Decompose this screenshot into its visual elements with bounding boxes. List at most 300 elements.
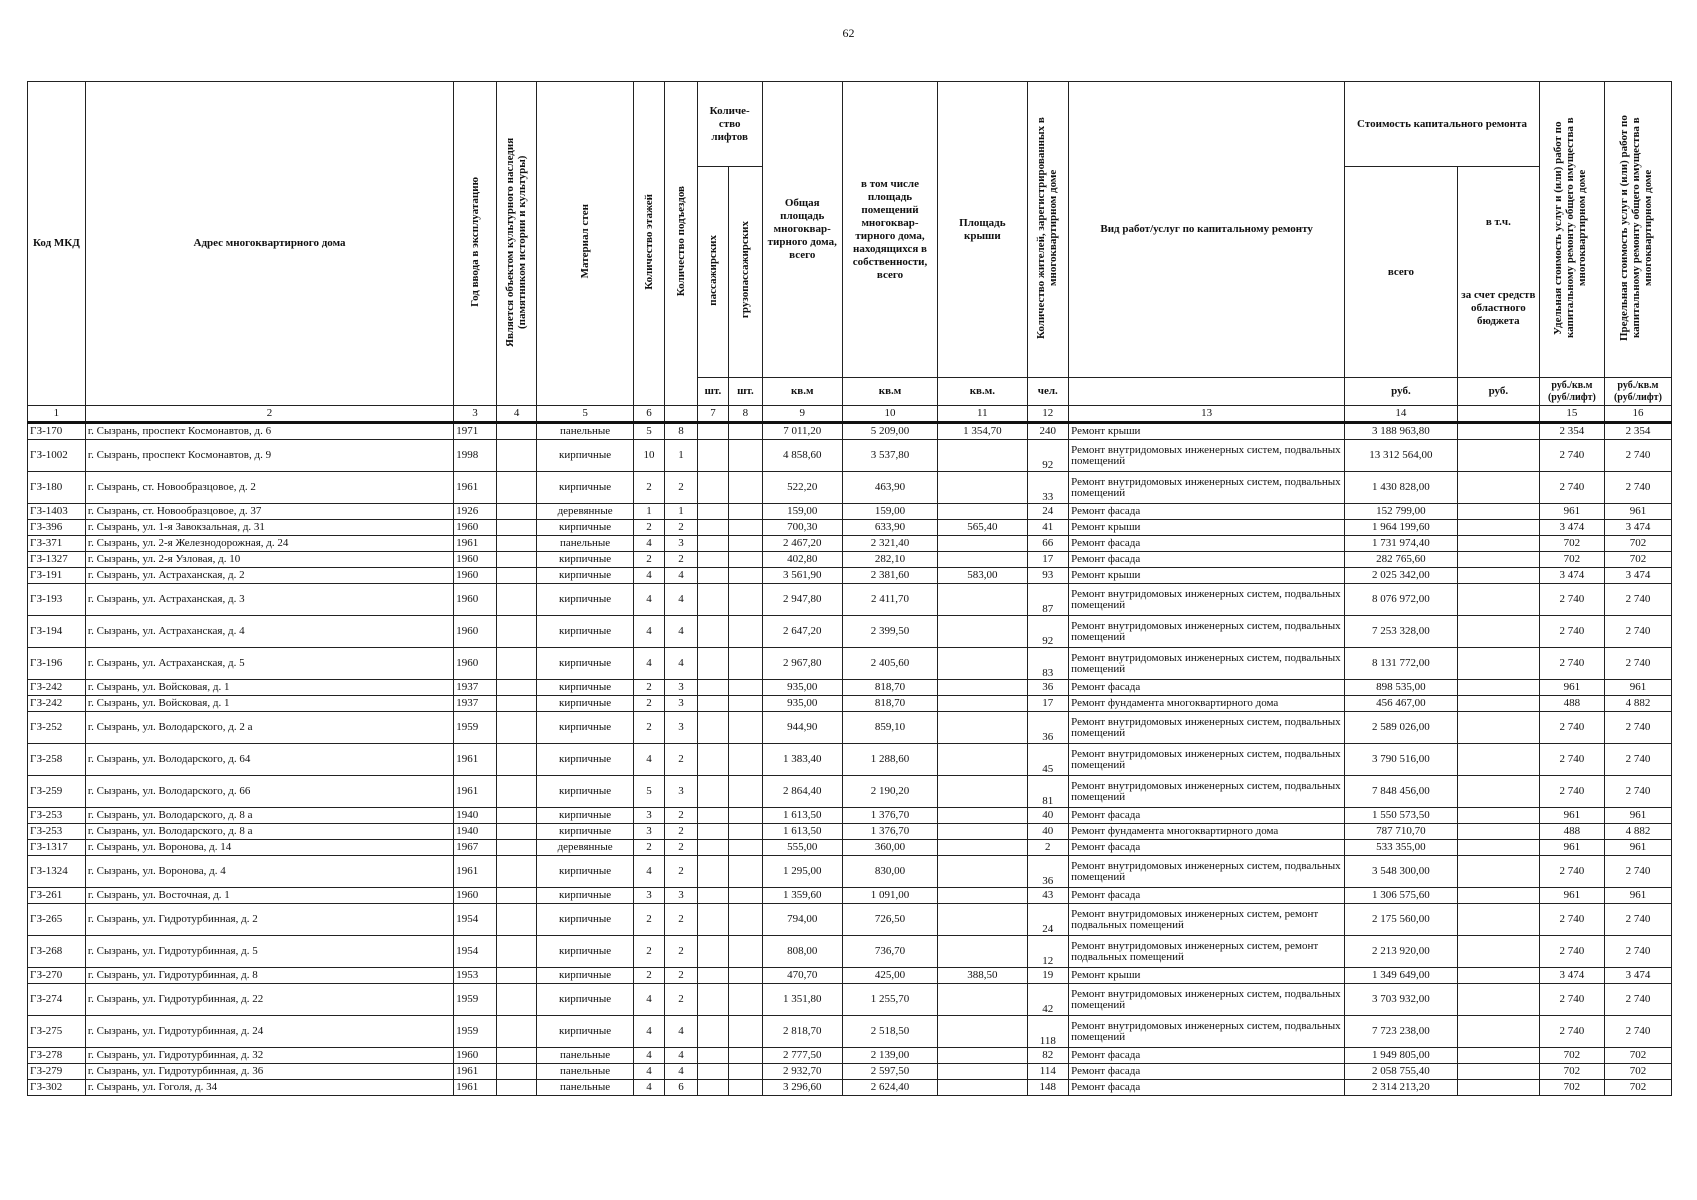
cell-address: г. Сызрань, ул. Войсковая, д. 1 xyxy=(85,680,453,696)
cell-year: 1959 xyxy=(454,984,497,1016)
cell-residents: 81 xyxy=(1027,776,1069,808)
cell-max-cost: 2 740 xyxy=(1604,744,1671,776)
cell-lifts-passenger xyxy=(697,552,728,568)
cell-cost-regional xyxy=(1457,1048,1539,1064)
cell-owned-area: 2 321,40 xyxy=(842,536,937,552)
cell-walls: кирпичные xyxy=(537,680,633,696)
cell-work-type: Ремонт фасада xyxy=(1069,1048,1345,1064)
cell-floors: 2 xyxy=(633,904,664,936)
cell-residents: 42 xyxy=(1027,984,1069,1016)
cell-work-type: Ремонт крыши xyxy=(1069,520,1345,536)
cell-work-type: Ремонт фасада xyxy=(1069,552,1345,568)
cell-roof-area xyxy=(938,584,1027,616)
cell-year: 1954 xyxy=(454,936,497,968)
cell-lifts-cargo xyxy=(729,680,762,696)
cell-walls: кирпичные xyxy=(537,936,633,968)
cell-unit-cost: 961 xyxy=(1539,808,1604,824)
cell-address: г. Сызрань, ул. Володарского, д. 8 а xyxy=(85,808,453,824)
table-row xyxy=(28,776,1672,808)
cell-roof-area xyxy=(938,936,1027,968)
cell-cost-total: 1 349 649,00 xyxy=(1345,968,1458,984)
cell-residents: 66 xyxy=(1027,536,1069,552)
cell-floors: 4 xyxy=(633,984,664,1016)
column-number: 8 xyxy=(729,406,762,423)
cell-heritage xyxy=(496,1064,537,1080)
cell-heritage xyxy=(496,552,537,568)
cell-owned-area: 2 597,50 xyxy=(842,1064,937,1080)
cell-entrances: 4 xyxy=(665,568,697,584)
header-cost-regional xyxy=(1457,167,1539,378)
unit-roof-area: кв.м. xyxy=(938,378,1027,406)
cell-cost-regional xyxy=(1457,808,1539,824)
cell-owned-area: 2 190,20 xyxy=(842,776,937,808)
cell-roof-area xyxy=(938,984,1027,1016)
cell-address: г. Сызрань, проспект Космонавтов, д. 9 xyxy=(85,440,453,472)
cell-floors: 4 xyxy=(633,1080,664,1096)
cell-walls: кирпичные xyxy=(537,808,633,824)
cell-address: г. Сызрань, ул. Астраханская, д. 3 xyxy=(85,584,453,616)
cell-max-cost: 3 474 xyxy=(1604,568,1671,584)
cell-entrances: 8 xyxy=(665,423,697,440)
cell-address: г. Сызрань, ул. Володарского, д. 8 а xyxy=(85,824,453,840)
cell-lifts-passenger xyxy=(697,712,728,744)
cell-walls: панельные xyxy=(537,423,633,440)
column-number xyxy=(665,406,697,423)
header-total-area: Общая площадь многоквар- тирного дома, всего xyxy=(762,82,842,378)
cell-residents: 93 xyxy=(1027,568,1069,584)
cell-owned-area: 425,00 xyxy=(842,968,937,984)
cell-cost-total: 282 765,60 xyxy=(1345,552,1458,568)
cell-floors: 2 xyxy=(633,696,664,712)
cell-floors: 4 xyxy=(633,616,664,648)
cell-unit-cost: 2 740 xyxy=(1539,1016,1604,1048)
cell-total-area: 944,90 xyxy=(762,712,842,744)
cell-lifts-cargo xyxy=(729,472,762,504)
cell-floors: 4 xyxy=(633,536,664,552)
cell-lifts-passenger xyxy=(697,568,728,584)
cell-max-cost: 702 xyxy=(1604,1080,1671,1096)
cell-owned-area: 2 624,40 xyxy=(842,1080,937,1096)
cell-walls: кирпичные xyxy=(537,824,633,840)
cell-lifts-passenger xyxy=(697,984,728,1016)
cell-code: ГЗ-302 xyxy=(28,1080,86,1096)
cell-heritage xyxy=(496,568,537,584)
cell-entrances: 3 xyxy=(665,696,697,712)
cell-address: г. Сызрань, ул. 2-я Узловая, д. 10 xyxy=(85,552,453,568)
cell-cost-regional xyxy=(1457,504,1539,520)
cell-work-type: Ремонт внутридомовых инженерных систем, подвальных помещений xyxy=(1069,440,1345,472)
cell-owned-area: 1 376,70 xyxy=(842,808,937,824)
table-row xyxy=(28,472,1672,504)
cell-entrances: 4 xyxy=(665,584,697,616)
unit-lifts-cargo: шт. xyxy=(729,378,762,406)
column-number: 14 xyxy=(1345,406,1458,423)
header-cost-incl: в т.ч. xyxy=(1485,216,1511,228)
cell-max-cost: 2 740 xyxy=(1604,712,1671,744)
cell-max-cost: 2 740 xyxy=(1604,936,1671,968)
cell-total-area: 808,00 xyxy=(762,936,842,968)
cell-work-type: Ремонт внутридомовых инженерных систем, подвальных помещений xyxy=(1069,1016,1345,1048)
column-number: 9 xyxy=(762,406,842,423)
cell-residents: 240 xyxy=(1027,423,1069,440)
cell-cost-regional xyxy=(1457,984,1539,1016)
cell-lifts-cargo xyxy=(729,616,762,648)
cell-year: 1937 xyxy=(454,696,497,712)
cell-roof-area xyxy=(938,552,1027,568)
header-lifts-passenger: пассажирских xyxy=(697,167,728,378)
cell-entrances: 2 xyxy=(665,984,697,1016)
cell-code: ГЗ-170 xyxy=(28,423,86,440)
cell-floors: 2 xyxy=(633,840,664,856)
cell-work-type: Ремонт фасада xyxy=(1069,680,1345,696)
column-number: 12 xyxy=(1027,406,1069,423)
cell-residents: 36 xyxy=(1027,712,1069,744)
column-number: 13 xyxy=(1069,406,1345,423)
cell-unit-cost: 2 740 xyxy=(1539,440,1604,472)
cell-residents: 24 xyxy=(1027,904,1069,936)
cell-work-type: Ремонт фундамента многоквартирного дома xyxy=(1069,824,1345,840)
cell-address: г. Сызрань, ст. Новообразцовое, д. 37 xyxy=(85,504,453,520)
cell-cost-regional xyxy=(1457,440,1539,472)
table-row xyxy=(28,888,1672,904)
cell-roof-area xyxy=(938,824,1027,840)
cell-work-type: Ремонт внутридомовых инженерных систем, подвальных помещений xyxy=(1069,744,1345,776)
unit-cost-total: руб. xyxy=(1345,378,1458,406)
table-row xyxy=(28,808,1672,824)
cell-max-cost: 4 882 xyxy=(1604,696,1671,712)
cell-cost-regional xyxy=(1457,840,1539,856)
cell-walls: кирпичные xyxy=(537,776,633,808)
cell-cost-total: 1 964 199,60 xyxy=(1345,520,1458,536)
cell-total-area: 700,30 xyxy=(762,520,842,536)
cell-cost-regional xyxy=(1457,904,1539,936)
cell-floors: 10 xyxy=(633,440,664,472)
cell-walls: панельные xyxy=(537,1064,633,1080)
cell-unit-cost: 961 xyxy=(1539,840,1604,856)
cell-owned-area: 1 288,60 xyxy=(842,744,937,776)
cell-lifts-cargo xyxy=(729,696,762,712)
cell-floors: 2 xyxy=(633,936,664,968)
cell-roof-area xyxy=(938,680,1027,696)
cell-residents: 118 xyxy=(1027,1016,1069,1048)
cell-address: г. Сызрань, ул. Гидротурбинная, д. 5 xyxy=(85,936,453,968)
cell-entrances: 1 xyxy=(665,504,697,520)
cell-year: 1961 xyxy=(454,472,497,504)
cell-lifts-passenger xyxy=(697,808,728,824)
cell-unit-cost: 2 740 xyxy=(1539,648,1604,680)
cell-year: 1960 xyxy=(454,1048,497,1064)
cell-code: ГЗ-1317 xyxy=(28,840,86,856)
cell-cost-regional xyxy=(1457,712,1539,744)
cell-total-area: 402,80 xyxy=(762,552,842,568)
cell-lifts-cargo xyxy=(729,648,762,680)
cell-code: ГЗ-371 xyxy=(28,536,86,552)
cell-total-area: 1 351,80 xyxy=(762,984,842,1016)
header-max-cost: Предельная стоимость услуг и (или) работ по капитальному ремонту общего имущества в многоквартирном доме xyxy=(1604,82,1671,378)
cell-lifts-passenger xyxy=(697,904,728,936)
cell-cost-regional xyxy=(1457,936,1539,968)
cell-roof-area xyxy=(938,1080,1027,1096)
cell-lifts-passenger xyxy=(697,888,728,904)
cell-roof-area xyxy=(938,904,1027,936)
table-row xyxy=(28,584,1672,616)
cell-heritage xyxy=(496,504,537,520)
cell-work-type: Ремонт фасада xyxy=(1069,888,1345,904)
cell-lifts-passenger xyxy=(697,968,728,984)
header-cost-total: всего xyxy=(1345,167,1458,378)
cell-entrances: 4 xyxy=(665,1064,697,1080)
cell-max-cost: 961 xyxy=(1604,680,1671,696)
cell-cost-total: 2 314 213,20 xyxy=(1345,1080,1458,1096)
cell-lifts-passenger xyxy=(697,423,728,440)
cell-heritage xyxy=(496,888,537,904)
cell-floors: 2 xyxy=(633,712,664,744)
cell-cost-regional xyxy=(1457,744,1539,776)
cell-max-cost: 961 xyxy=(1604,888,1671,904)
cell-owned-area: 726,50 xyxy=(842,904,937,936)
table-row xyxy=(28,744,1672,776)
cell-heritage xyxy=(496,423,537,440)
unit-work-type xyxy=(1069,378,1345,406)
cell-unit-cost: 2 740 xyxy=(1539,584,1604,616)
cell-year: 1937 xyxy=(454,680,497,696)
cell-total-area: 2 947,80 xyxy=(762,584,842,616)
cell-floors: 3 xyxy=(633,824,664,840)
cell-entrances: 1 xyxy=(665,440,697,472)
cell-walls: панельные xyxy=(537,1080,633,1096)
cell-unit-cost: 2 740 xyxy=(1539,744,1604,776)
cell-roof-area xyxy=(938,648,1027,680)
cell-walls: кирпичные xyxy=(537,712,633,744)
cell-roof-area xyxy=(938,840,1027,856)
cell-total-area: 794,00 xyxy=(762,904,842,936)
cell-year: 1960 xyxy=(454,888,497,904)
cell-entrances: 2 xyxy=(665,744,697,776)
cell-max-cost: 2 740 xyxy=(1604,1016,1671,1048)
cell-work-type: Ремонт фасада xyxy=(1069,840,1345,856)
unit-cost-regional: руб. xyxy=(1457,378,1539,406)
cell-total-area: 470,70 xyxy=(762,968,842,984)
cell-floors: 4 xyxy=(633,648,664,680)
cell-cost-regional xyxy=(1457,824,1539,840)
cell-year: 1959 xyxy=(454,712,497,744)
header-floors: Количество этажей xyxy=(633,82,664,406)
header-walls: Материал стен xyxy=(537,82,633,406)
cell-heritage xyxy=(496,904,537,936)
table-row xyxy=(28,824,1672,840)
cell-lifts-passenger xyxy=(697,472,728,504)
table-row xyxy=(28,696,1672,712)
cell-work-type: Ремонт внутридомовых инженерных систем, ремонт подвальных помещений xyxy=(1069,904,1345,936)
cell-unit-cost: 2 354 xyxy=(1539,423,1604,440)
cell-lifts-cargo xyxy=(729,552,762,568)
cell-lifts-passenger xyxy=(697,1048,728,1064)
cell-total-area: 555,00 xyxy=(762,840,842,856)
cell-work-type: Ремонт внутридомовых инженерных систем, подвальных помещений xyxy=(1069,584,1345,616)
cell-address: г. Сызрань, ул. Гоголя, д. 34 xyxy=(85,1080,453,1096)
header-lifts-cargo: грузопассажирских xyxy=(729,167,762,378)
cell-floors: 5 xyxy=(633,423,664,440)
cell-code: ГЗ-253 xyxy=(28,808,86,824)
cell-residents: 24 xyxy=(1027,504,1069,520)
cell-roof-area: 388,50 xyxy=(938,968,1027,984)
cell-floors: 4 xyxy=(633,1048,664,1064)
table-row xyxy=(28,440,1672,472)
cell-code: ГЗ-278 xyxy=(28,1048,86,1064)
cell-floors: 2 xyxy=(633,680,664,696)
cell-floors: 1 xyxy=(633,504,664,520)
cell-heritage xyxy=(496,680,537,696)
cell-code: ГЗ-275 xyxy=(28,1016,86,1048)
cell-owned-area: 2 381,60 xyxy=(842,568,937,584)
cell-max-cost: 702 xyxy=(1604,1048,1671,1064)
cell-residents: 40 xyxy=(1027,824,1069,840)
cell-heritage xyxy=(496,936,537,968)
cell-lifts-passenger xyxy=(697,584,728,616)
cell-entrances: 2 xyxy=(665,904,697,936)
header-entrances: Количество подъездов xyxy=(665,82,697,406)
cell-address: г. Сызрань, ул. Астраханская, д. 4 xyxy=(85,616,453,648)
cell-owned-area: 818,70 xyxy=(842,680,937,696)
cell-cost-regional xyxy=(1457,1080,1539,1096)
unit-total-area: кв.м xyxy=(762,378,842,406)
cell-owned-area: 859,10 xyxy=(842,712,937,744)
header-address: Адрес многоквартирного дома xyxy=(85,82,453,406)
cell-unit-cost: 961 xyxy=(1539,504,1604,520)
cell-heritage xyxy=(496,840,537,856)
cell-max-cost: 2 740 xyxy=(1604,616,1671,648)
cell-heritage xyxy=(496,856,537,888)
cell-code: ГЗ-242 xyxy=(28,696,86,712)
column-number xyxy=(1457,406,1539,423)
cell-work-type: Ремонт крыши xyxy=(1069,568,1345,584)
cell-address: г. Сызрань, ул. Воронова, д. 14 xyxy=(85,840,453,856)
cell-residents: 19 xyxy=(1027,968,1069,984)
cell-lifts-passenger xyxy=(697,680,728,696)
cell-max-cost: 961 xyxy=(1604,840,1671,856)
cell-lifts-cargo xyxy=(729,856,762,888)
cell-max-cost: 2 354 xyxy=(1604,423,1671,440)
cell-owned-area: 2 399,50 xyxy=(842,616,937,648)
cell-lifts-passenger xyxy=(697,440,728,472)
cell-lifts-cargo xyxy=(729,536,762,552)
cell-entrances: 2 xyxy=(665,472,697,504)
cell-cost-total: 2 175 560,00 xyxy=(1345,904,1458,936)
cell-walls: кирпичные xyxy=(537,744,633,776)
cell-work-type: Ремонт крыши xyxy=(1069,968,1345,984)
cell-lifts-cargo xyxy=(729,936,762,968)
cell-year: 1926 xyxy=(454,504,497,520)
cell-unit-cost: 2 740 xyxy=(1539,712,1604,744)
cell-entrances: 4 xyxy=(665,648,697,680)
cell-entrances: 2 xyxy=(665,840,697,856)
cell-code: ГЗ-191 xyxy=(28,568,86,584)
cell-floors: 2 xyxy=(633,552,664,568)
cell-lifts-passenger xyxy=(697,936,728,968)
cell-roof-area xyxy=(938,808,1027,824)
cell-code: ГЗ-1002 xyxy=(28,440,86,472)
cell-heritage xyxy=(496,520,537,536)
cell-walls: деревянные xyxy=(537,840,633,856)
cell-address: г. Сызрань, ул. Астраханская, д. 2 xyxy=(85,568,453,584)
cell-lifts-passenger xyxy=(697,616,728,648)
cell-roof-area xyxy=(938,472,1027,504)
cell-floors: 2 xyxy=(633,968,664,984)
cell-max-cost: 2 740 xyxy=(1604,472,1671,504)
cell-work-type: Ремонт фасада xyxy=(1069,1080,1345,1096)
cell-cost-total: 1 306 575,60 xyxy=(1345,888,1458,904)
cell-year: 1961 xyxy=(454,776,497,808)
cell-year: 1967 xyxy=(454,840,497,856)
cell-residents: 148 xyxy=(1027,1080,1069,1096)
cell-lifts-cargo xyxy=(729,440,762,472)
header-work-type: Вид работ/услуг по капитальному ремонту xyxy=(1069,82,1345,378)
cell-address: г. Сызрань, ул. Володарского, д. 66 xyxy=(85,776,453,808)
cell-address: г. Сызрань, ст. Новообразцовое, д. 2 xyxy=(85,472,453,504)
cell-lifts-cargo xyxy=(729,423,762,440)
cell-unit-cost: 702 xyxy=(1539,536,1604,552)
cell-walls: кирпичные xyxy=(537,904,633,936)
cell-code: ГЗ-1324 xyxy=(28,856,86,888)
page-number: 62 xyxy=(842,26,855,40)
cell-residents: 43 xyxy=(1027,888,1069,904)
cell-total-area: 1 613,50 xyxy=(762,824,842,840)
cell-unit-cost: 2 740 xyxy=(1539,904,1604,936)
cell-lifts-cargo xyxy=(729,744,762,776)
cell-work-type: Ремонт внутридомовых инженерных систем, подвальных помещений xyxy=(1069,648,1345,680)
cell-lifts-passenger xyxy=(697,840,728,856)
cell-max-cost: 961 xyxy=(1604,808,1671,824)
cell-total-area: 1 295,00 xyxy=(762,856,842,888)
cell-code: ГЗ-253 xyxy=(28,824,86,840)
cell-total-area: 935,00 xyxy=(762,680,842,696)
cell-unit-cost: 2 740 xyxy=(1539,936,1604,968)
cell-roof-area xyxy=(938,504,1027,520)
cell-owned-area: 463,90 xyxy=(842,472,937,504)
cell-max-cost: 702 xyxy=(1604,536,1671,552)
cell-code: ГЗ-279 xyxy=(28,1064,86,1080)
cell-code: ГЗ-396 xyxy=(28,520,86,536)
header-code: Код МКД xyxy=(28,82,86,406)
cell-residents: 92 xyxy=(1027,616,1069,648)
cell-owned-area: 818,70 xyxy=(842,696,937,712)
cell-entrances: 4 xyxy=(665,1016,697,1048)
cell-code: ГЗ-180 xyxy=(28,472,86,504)
cell-total-area: 159,00 xyxy=(762,504,842,520)
cell-residents: 114 xyxy=(1027,1064,1069,1080)
cell-address: г. Сызрань, ул. Володарского, д. 2 а xyxy=(85,712,453,744)
cell-floors: 5 xyxy=(633,776,664,808)
cell-lifts-passenger xyxy=(697,776,728,808)
cell-cost-regional xyxy=(1457,616,1539,648)
cell-work-type: Ремонт внутридомовых инженерных систем, подвальных помещений xyxy=(1069,472,1345,504)
cell-unit-cost: 702 xyxy=(1539,1080,1604,1096)
cell-heritage xyxy=(496,808,537,824)
cell-residents: 40 xyxy=(1027,808,1069,824)
cell-work-type: Ремонт внутридомовых инженерных систем, подвальных помещений xyxy=(1069,984,1345,1016)
table-body xyxy=(28,423,1672,1096)
cell-year: 1960 xyxy=(454,568,497,584)
cell-walls: панельные xyxy=(537,1048,633,1064)
cell-address: г. Сызрань, проспект Космонавтов, д. 6 xyxy=(85,423,453,440)
header-cost-regional-label: за счет средств областного бюджета xyxy=(1461,289,1536,327)
table-row xyxy=(28,568,1672,584)
cell-lifts-passenger xyxy=(697,520,728,536)
cell-residents: 36 xyxy=(1027,856,1069,888)
cell-unit-cost: 488 xyxy=(1539,824,1604,840)
cell-cost-regional xyxy=(1457,1016,1539,1048)
cell-work-type: Ремонт фасада xyxy=(1069,536,1345,552)
